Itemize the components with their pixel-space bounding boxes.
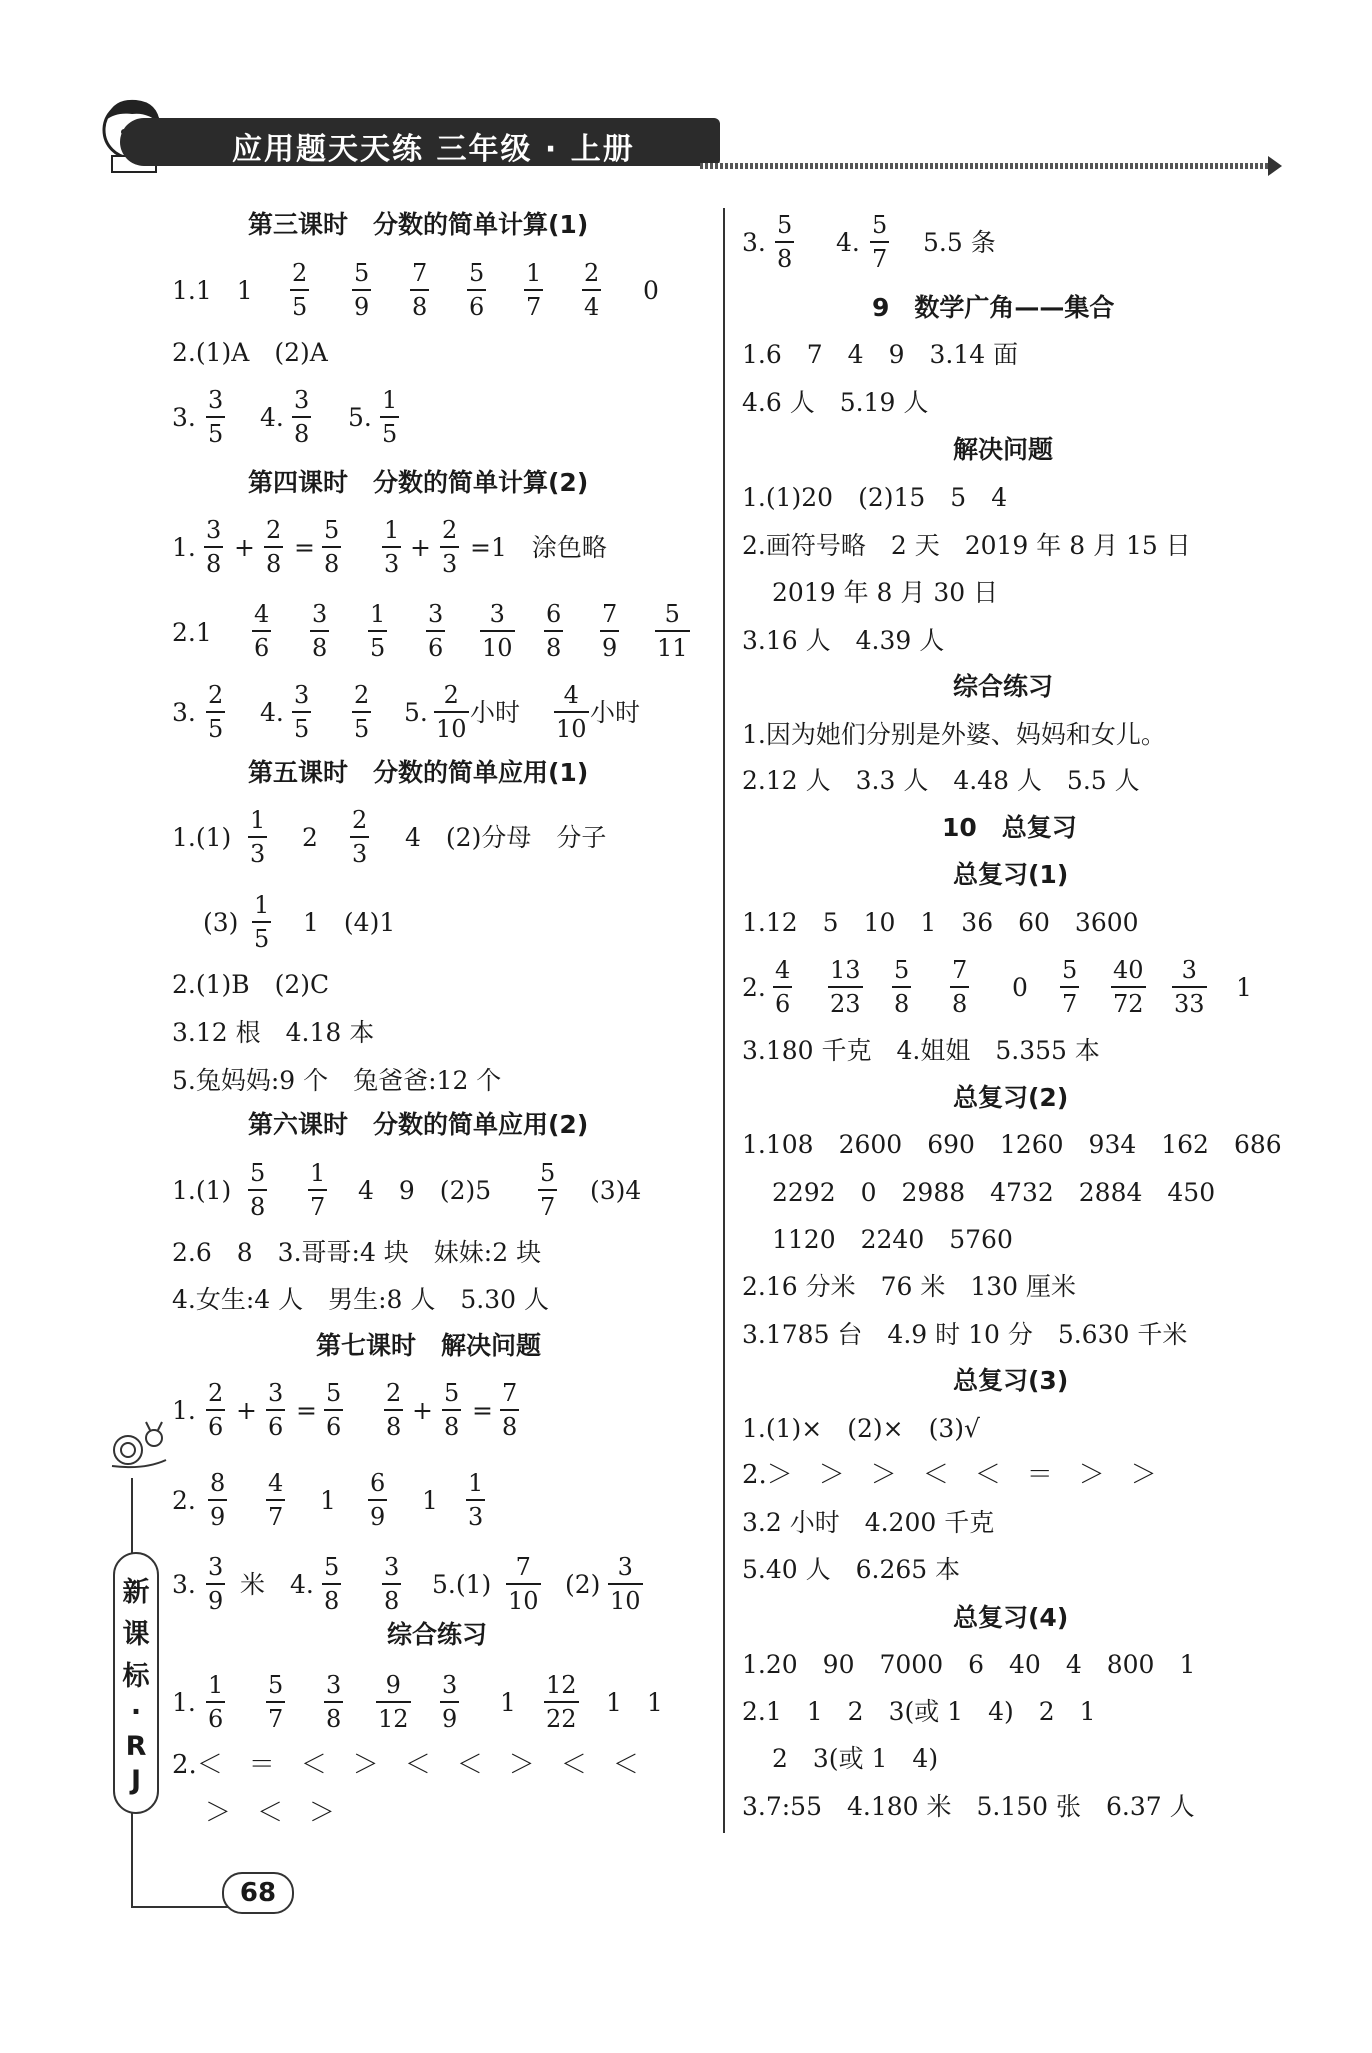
fraction: 3 5 — [208, 386, 224, 448]
fraction: 13 23 — [830, 956, 861, 1018]
fraction: 3 9 — [208, 1553, 224, 1615]
answer-line: 4.6 人 5.19 人 — [742, 388, 929, 417]
edition-char: 标 — [122, 1661, 150, 1693]
answer-text: (3)4 — [590, 1176, 642, 1205]
section-heading: 9 数学广角——集合 — [872, 293, 1115, 322]
answer-line: 2292 0 2988 4732 2884 450 — [772, 1178, 1216, 1207]
answer-text: + — [410, 533, 431, 562]
fraction: 5 9 — [354, 259, 370, 321]
answer-line: 1.因为她们分别是外婆、妈妈和女儿。 — [742, 720, 1166, 749]
arrow-right-icon — [1268, 156, 1282, 176]
fraction: 2 6 — [208, 1379, 224, 1441]
section-heading: 第三课时 分数的简单计算(1) — [248, 210, 589, 239]
fraction: 1 5 — [254, 891, 270, 953]
fraction: 5 8 — [777, 211, 793, 273]
fraction: 1 5 — [370, 600, 386, 662]
edition-char: J — [130, 1765, 142, 1797]
answer-text: (2) — [565, 1570, 601, 1599]
section-heading: 综合练习 — [387, 1620, 488, 1649]
section-heading: 总复习(2) — [953, 1083, 1069, 1112]
fraction: 5 7 — [540, 1159, 556, 1221]
answer-text: 0 — [643, 276, 659, 305]
answer-text: 1 — [320, 1486, 336, 1515]
answer-line: 1.(1)× (2)× (3)√ — [742, 1414, 980, 1443]
answer-line: 2.1 1 2 3(或 1 4) 2 1 — [742, 1697, 1096, 1726]
fraction: 2 4 — [584, 259, 600, 321]
sidebar-rule — [131, 1906, 231, 1908]
fraction: 4 6 — [254, 600, 270, 662]
section-heading: 第六课时 分数的简单应用(2) — [248, 1110, 589, 1139]
answer-line: 5.40 人 6.265 本 — [742, 1555, 961, 1584]
answer-text: 1.(1) — [172, 823, 232, 852]
answer-text: 5.(1) — [432, 1570, 492, 1599]
answer-text: 3. — [742, 228, 766, 257]
fraction: 8 9 — [210, 1469, 226, 1531]
edition-char: R — [125, 1730, 147, 1762]
fraction: 3 8 — [326, 1671, 342, 1733]
answer-line: 2.6 8 3.哥哥:4 块 妹妹:2 块 — [172, 1238, 542, 1267]
answer-text: 1 — [1236, 973, 1252, 1002]
answer-line: 1.6 7 4 9 3.14 面 — [742, 340, 1019, 369]
answer-text: 4. — [260, 403, 284, 432]
answer-text: 4. — [260, 698, 284, 727]
fraction: 6 9 — [370, 1469, 386, 1531]
fraction: 3 10 — [610, 1553, 641, 1615]
fraction: 1 3 — [384, 516, 400, 578]
fraction: 7 8 — [952, 956, 968, 1018]
answer-line: 2.12 人 3.3 人 4.48 人 5.5 人 — [742, 766, 1140, 795]
answer-text: 5.5 条 — [923, 228, 996, 257]
fraction: 2 8 — [266, 516, 282, 578]
edition-char: 新 — [122, 1576, 150, 1608]
fraction: 1 5 — [382, 386, 398, 448]
answer-text: 1 — [422, 1486, 438, 1515]
answer-line: 2.(1)B (2)C — [172, 970, 330, 999]
fraction: 1 7 — [526, 259, 542, 321]
page-number: 68 — [222, 1872, 294, 1914]
fraction: 3 5 — [294, 681, 310, 743]
fraction: 2 10 — [436, 681, 467, 743]
answer-line: 2.＞ ＞ ＞ ＜ ＜ ＝ ＞ ＞ — [742, 1460, 1157, 1490]
answer-text: 1 — [500, 1688, 516, 1717]
fraction: 12 22 — [546, 1671, 577, 1733]
fraction: 4 7 — [268, 1469, 284, 1531]
fraction: 5 6 — [469, 259, 485, 321]
section-heading: 总复习(3) — [953, 1366, 1069, 1395]
fraction: 5 7 — [872, 211, 888, 273]
answer-line: 2.＜ ＝ ＜ ＞ ＜ ＜ ＞ ＜ ＜ — [172, 1750, 639, 1780]
answer-text: 米 4. — [240, 1570, 314, 1599]
answer-line: 1.108 2600 690 1260 934 162 686 — [742, 1130, 1282, 1159]
fraction: 3 8 — [312, 600, 328, 662]
answer-line: 2.画符号略 2 天 2019 年 8 月 15 日 — [742, 531, 1191, 560]
answer-text: 4. — [836, 228, 860, 257]
answer-line: 3.7:55 4.180 米 5.150 张 6.37 人 — [742, 1792, 1195, 1821]
answer-text: 3. — [172, 698, 196, 727]
fraction: 2 5 — [208, 681, 224, 743]
answer-text: 1.(1) — [172, 1176, 232, 1205]
fraction: 3 6 — [268, 1379, 284, 1441]
section-heading: 10 总复习 — [942, 813, 1077, 842]
answer-text: + — [234, 533, 255, 562]
answer-line: 2.(1)A (2)A — [172, 338, 328, 367]
fraction: 5 7 — [1062, 956, 1078, 1018]
fraction: 3 8 — [294, 386, 310, 448]
answer-text: 4 9 (2)5 — [358, 1176, 492, 1205]
answer-text: 1. — [172, 1396, 196, 1425]
section-heading: 总复习(4) — [953, 1603, 1069, 1632]
fraction: 2 5 — [292, 259, 308, 321]
fraction: 5 11 — [657, 600, 688, 662]
answer-text: 小时 — [470, 698, 521, 727]
answer-line: 2 3(或 1 4) — [772, 1744, 939, 1773]
answer-text: 1. — [172, 1688, 196, 1717]
answer-line: 1.12 5 10 1 36 60 3600 — [742, 908, 1139, 937]
answer-line: 2.16 分米 76 米 130 厘米 — [742, 1272, 1077, 1301]
answer-line: 5.兔妈妈:9 个 兔爸爸:12 个 — [172, 1066, 502, 1095]
fraction: 3 8 — [206, 516, 222, 578]
edition-char: 课 — [122, 1618, 150, 1650]
fraction: 40 72 — [1113, 956, 1144, 1018]
fraction: 5 8 — [894, 956, 910, 1018]
answer-line: 4.女生:4 人 男生:8 人 5.30 人 — [172, 1285, 550, 1314]
fraction: 1 3 — [250, 806, 266, 868]
fraction: 3 9 — [442, 1671, 458, 1733]
fraction: 3 33 — [1174, 956, 1205, 1018]
fraction: 2 3 — [352, 806, 368, 868]
section-heading: 解决问题 — [953, 435, 1054, 464]
answer-text: 小时 — [590, 698, 641, 727]
fraction: 9 12 — [378, 1671, 409, 1733]
fraction: 5 8 — [444, 1379, 460, 1441]
answer-text: 3. — [172, 1570, 196, 1599]
section-heading: 第五课时 分数的简单应用(1) — [248, 758, 589, 787]
answer-line: 3.12 根 4.18 本 — [172, 1018, 375, 1047]
fraction: 2 8 — [386, 1379, 402, 1441]
fraction: 4 10 — [556, 681, 587, 743]
fraction: 6 8 — [546, 600, 562, 662]
answer-text: = — [296, 1396, 317, 1425]
answer-text: 1. — [172, 533, 196, 562]
answer-line: 1.(1)20 (2)15 5 4 — [742, 483, 1008, 512]
fraction: 3 8 — [384, 1553, 400, 1615]
fraction: 7 10 — [508, 1553, 539, 1615]
answer-line: 3.2 小时 4.200 千克 — [742, 1508, 995, 1537]
fraction: 5 8 — [250, 1159, 266, 1221]
fraction: 7 8 — [502, 1379, 518, 1441]
answer-text: 3. — [172, 403, 196, 432]
fraction: 5 7 — [268, 1671, 284, 1733]
snail-icon — [104, 1420, 176, 1480]
answer-text: 1 1 — [606, 1688, 663, 1717]
fraction: 3 6 — [428, 600, 444, 662]
fraction: 1 3 — [468, 1469, 484, 1531]
section-heading: 总复习(1) — [953, 860, 1069, 889]
answer-text: = — [294, 533, 315, 562]
answer-line: 3.16 人 4.39 人 — [742, 626, 945, 655]
answer-text: + — [236, 1396, 257, 1425]
fraction: 2 3 — [442, 516, 458, 578]
answer-text: 2 — [302, 823, 318, 852]
section-heading: 第七课时 解决问题 — [316, 1331, 542, 1360]
header-rule — [700, 163, 1270, 169]
answer-text: + — [412, 1396, 433, 1425]
answer-line: 3.180 千克 4.姐姐 5.355 本 — [742, 1036, 1100, 1065]
answer-text: 0 — [1012, 973, 1028, 1002]
answer-text: 2. — [172, 1486, 196, 1515]
answer-line: 1.20 90 7000 6 40 4 800 1 — [742, 1650, 1196, 1679]
section-heading: 综合练习 — [953, 672, 1054, 701]
answer-line: ＞ ＜ ＞ — [205, 1798, 336, 1828]
answer-line: 2019 年 8 月 30 日 — [772, 578, 999, 607]
answer-text: =1 涂色略 — [470, 533, 607, 562]
answer-text: 1 (4)1 — [303, 908, 396, 937]
fraction: 7 8 — [412, 259, 428, 321]
column-divider — [723, 208, 725, 1833]
answer-text: 5. — [404, 698, 428, 727]
fraction: 2 5 — [354, 681, 370, 743]
header-title: 应用题天天练 三年级 · 上册 — [232, 132, 635, 167]
edition-label — [113, 1552, 159, 1814]
fraction: 5 6 — [326, 1379, 342, 1441]
fraction: 3 10 — [482, 600, 513, 662]
answer-text: 2. — [742, 973, 766, 1002]
fraction: 5 8 — [324, 516, 340, 578]
fraction: 5 8 — [324, 1553, 340, 1615]
fraction: 7 9 — [602, 600, 618, 662]
section-heading: 第四课时 分数的简单计算(2) — [248, 468, 589, 497]
fraction: 1 7 — [310, 1159, 326, 1221]
answer-text: = — [472, 1396, 493, 1425]
answer-text: (3) — [203, 908, 239, 937]
answer-line: 1120 2240 5760 — [772, 1225, 1013, 1254]
fraction: 1 6 — [208, 1671, 224, 1733]
answer-text: 5. — [348, 403, 372, 432]
answer-line: 3.1785 台 4.9 时 10 分 5.630 千米 — [742, 1320, 1188, 1349]
answer-text: 4 (2)分母 分子 — [405, 823, 607, 852]
answer-text: 2.1 — [172, 618, 212, 647]
fraction: 4 6 — [775, 956, 791, 1018]
edition-char: · — [130, 1696, 142, 1728]
